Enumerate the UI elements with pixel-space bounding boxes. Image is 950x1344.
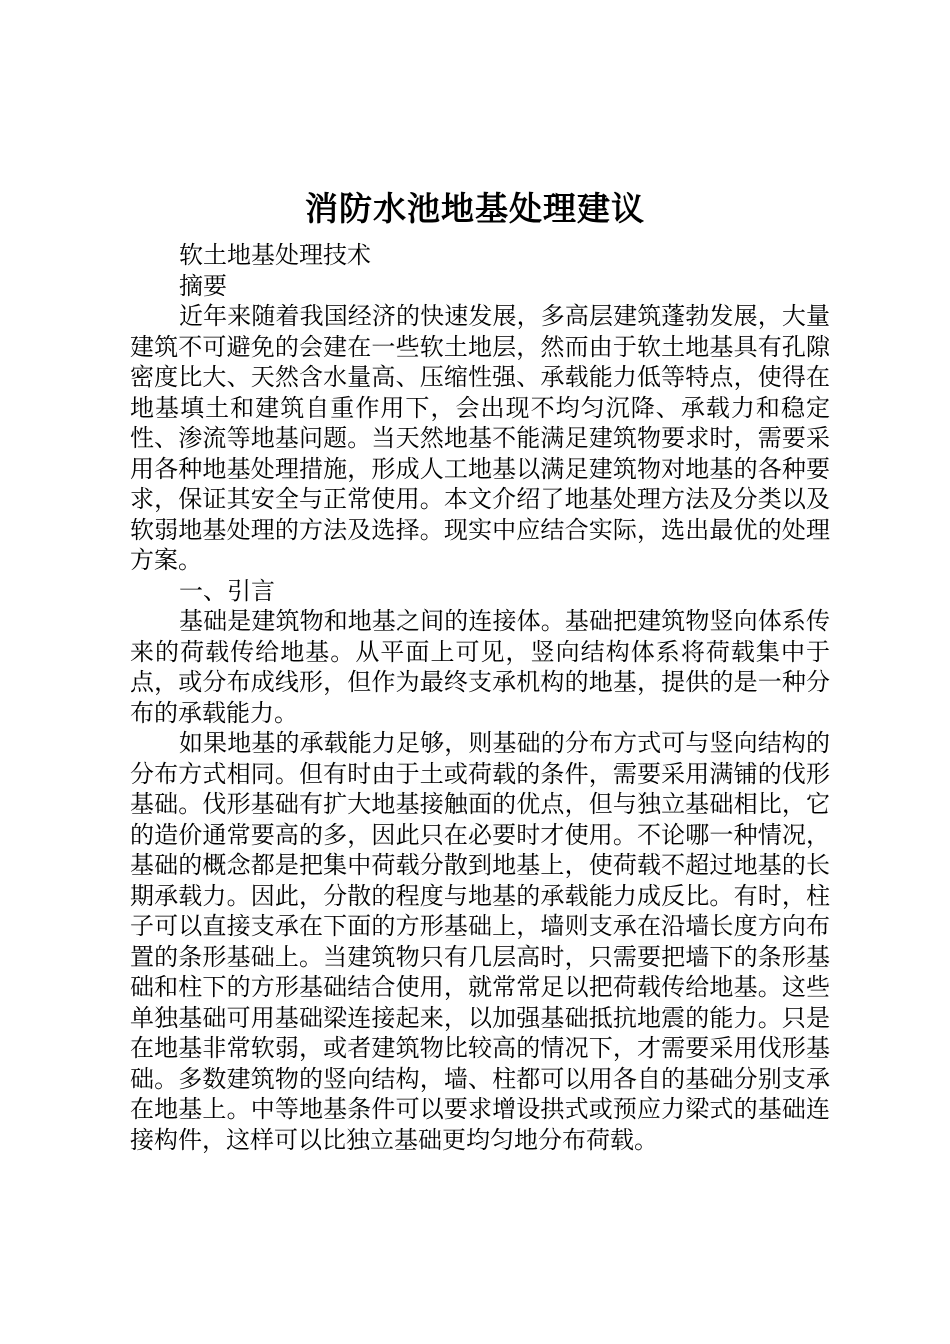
body-paragraph: 基础是建筑物和地基之间的连接体。基础把建筑物竖向体系传来的荷载传给地基。从平面上可见，竖向结构体系将荷载集中于点，或分布成线形，但作为最终支承机构的地基，提供的是一种分布的承载能力。 [130, 607, 830, 727]
section-subtitle: 软土地基处理技术 [179, 241, 371, 269]
introduction-heading: 一、引言 [179, 576, 275, 605]
abstract-paragraph: 近年来随着我国经济的快速发展，多高层建筑蓬勃发展，大量建筑不可避免的会建在一些软土地层，然而由于软土地基具有孔隙密度比大、天然含水量高、压缩性强、承载能力低等特点，使得在地基填土和建筑自重作用下，会出现不均匀沉降、承载力和稳定性、渗流等地基问题。当天然地基不能满足建筑物要求时，需要采用各种地基处理措施，形成人工地基以满足建筑物对地基的各种要求，保证其安全与正常使用。本文介绍了地基处理方法及分类以及软弱地基处理的方法及选择。现实中应结合实际，选出最优的处理方案。 [130, 302, 830, 574]
document-body [130, 240, 830, 1155]
document-title: 消防水池地基处理建议 [305, 189, 645, 228]
body-paragraph: 如果地基的承载能力足够，则基础的分布方式可与竖向结构的分布方式相同。但有时由于土或荷载的条件，需要采用满铺的伐形基础。伐形基础有扩大地基接触面的优点，但与独立基础相比，它的造价通常要高的多，因此只在必要时才使用。不论哪一种情况，基础的概念都是把集中荷载分散到地基上，使荷载不超过地基的长期承载力。因此，分散的程度与地基的承载能力成反比。有时，柱子可以直接支承在下面的方形基础上，墙则支承在沿墙长度方向布置的条形基础上。当建筑物只有几层高时，只需要把墙下的条形基础和柱下的方形基础结合使用，就常常足以把荷载传给地基。这些单独基础可用基础梁连接起来，以加强基础抵抗地震的能力。只是在地基非常软弱，或者建筑物比较高的情况下，才需要采用伐形基础。多数建筑物的竖向结构，墙、柱都可以用各自的基础分别支承在地基上。中等地基条件可以要求增设拱式或预应力梁式的基础连接构件，这样可以比独立基础更均匀地分布荷载。 [130, 729, 830, 1154]
abstract-heading: 摘要 [179, 271, 227, 300]
